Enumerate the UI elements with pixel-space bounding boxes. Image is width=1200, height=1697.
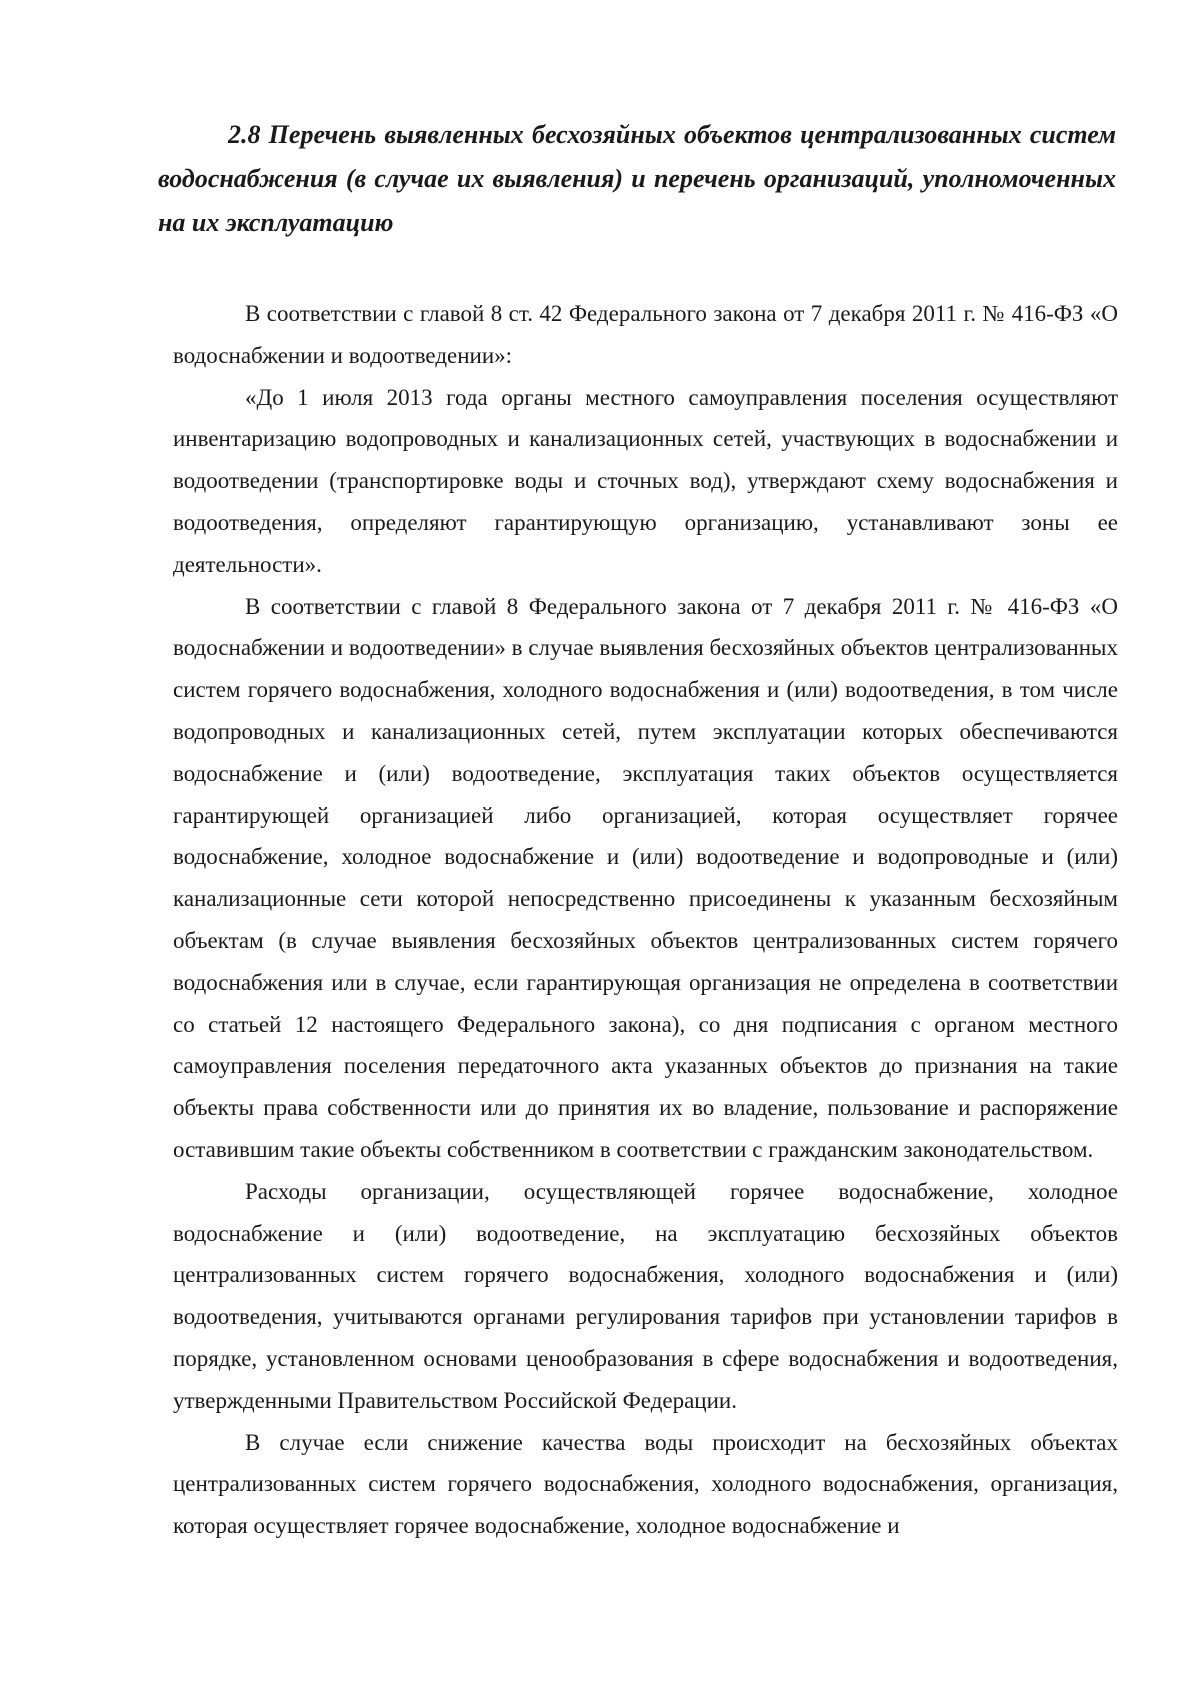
paragraph-quote: «До 1 июля 2013 года органы местного самоуправления поселения осуществляют инвентаризацию водопроводных и канализационных сетей, участвующих в водоснабжении и водоотведении (транспортировке воды и сточных вод), утверждают схему водоснабжения и водоотведения, определяют гарантирующую организацию, устанавливают зоны ее деятельности». xyxy=(173,384,1118,577)
paragraph-water-quality: В случае если снижение качества воды происходит на бесхозяйных объектах централизованных систем горячего водоснабжения, холодного водоснабжения, организация, которая осуществляет горячее водоснабжение, холодное водоснабжение и xyxy=(173,1429,1118,1539)
paragraph-ownerless-objects: В соответствии с главой 8 Федерального закона от 7 декабря 2011 г. № 416-ФЗ «О водоснабжении и водоотведении» в случае выявления бесхозяйных объектов централизованных систем горячего водоснабжения, холодного водоснабжения и (или) водоотведения, в том числе водопроводных и канализационных сетей, путем эксплуатации которых обеспечиваются водоснабжение и (или) водоотведение, эксплуатация таких объектов осуществляется гарантирующей организацией либо организацией, которая осуществляет горячее водоснабжение, холодное водоснабжение и (или) водоотведение и водопроводные и (или) канализационные сети которой непосредственно присоединены к указанным бесхозяйным объектам (в случае выявления бесхозяйных объектов централизованных систем горячего водоснабжения или в случае, если гарантирующая организация не определена в соответствии со статьей 12 настоящего Федерального закона), со дня подписания с органом местного самоуправления поселения передаточного акта указанных объектов до признания на такие объекты права собственности или до принятия их во владение, пользование и распоряжение оставившим такие объекты собственником в соответствии с гражданским законодательством. xyxy=(173,593,1118,1162)
paragraph-expenses: Расходы организации, осуществляющей горячее водоснабжение, холодное водоснабжение и (или) водоотведение, на эксплуатацию бесхозяйных объектов централизованных систем горячего водоснабжения, холодного водоснабжения и (или) водоотведения, учитываются органами регулирования тарифов при установлении тарифов в порядке, установленном основами ценообразования в сфере водоснабжения и водоотведения, утвержденными Правительством Российской Федерации. xyxy=(173,1178,1118,1413)
document-body xyxy=(173,293,1118,1547)
section-heading: 2.8 Перечень выявленных бесхозяйных объектов централизованных систем водоснабжения (в случае их выявления) и перечень организаций, уполномоченных на их эксплуатацию xyxy=(158,120,1116,237)
paragraph-law-reference: В соответствии с главой 8 ст. 42 Федерального закона от 7 декабря 2011 г. № 416-ФЗ «О водоснабжении и водоотведении»: xyxy=(173,301,1118,368)
